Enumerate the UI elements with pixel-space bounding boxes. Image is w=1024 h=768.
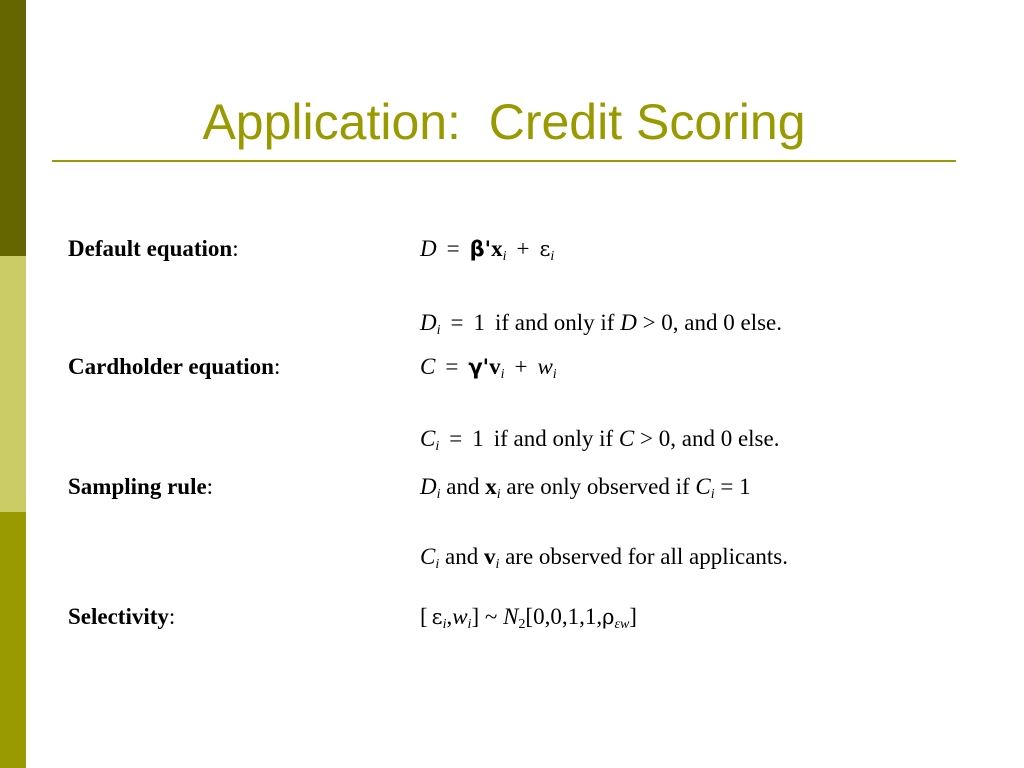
subscript-i: i	[502, 249, 507, 264]
equals-sign: =	[449, 426, 463, 451]
plus-sign: +	[516, 236, 530, 261]
selectivity-distribution	[420, 604, 637, 630]
label-text: Selectivity	[68, 604, 169, 629]
value-one: 1	[473, 310, 485, 335]
default-indicator-rule	[420, 310, 782, 336]
cardholder-indicator-rule	[420, 426, 779, 452]
rule-text-tail: > 0, and 0 else.	[642, 310, 783, 335]
subscript-i: i	[435, 557, 440, 572]
subscript-i: i	[436, 323, 441, 338]
var-d: D	[420, 310, 437, 335]
label-cardholder-equation	[68, 354, 280, 380]
sampling-rule-line-1	[420, 474, 751, 500]
rule-text-tail: > 0, and 0 else.	[640, 426, 780, 451]
slide-title: Application: Credit Scoring	[202, 94, 806, 150]
tilde: ~	[484, 604, 498, 629]
sampling-text: are observed for all applicants.	[505, 544, 789, 569]
subscript-i: i	[552, 367, 557, 382]
rho: ρ	[602, 605, 615, 629]
beta-coef: β'	[469, 237, 492, 261]
distribution-params: [0,0,1,1,	[525, 604, 603, 629]
var-d: D	[620, 310, 637, 335]
open-bracket: [	[420, 604, 428, 629]
subscript-i: i	[442, 617, 447, 632]
sampling-rule-line-2	[420, 544, 788, 570]
subscript-i: i	[436, 487, 441, 502]
vector-v: v	[483, 544, 496, 569]
label-selectivity	[68, 604, 175, 630]
and-text: and	[446, 474, 480, 499]
subscript-i: i	[500, 367, 505, 382]
equals-sign: =	[450, 310, 464, 335]
label-text: Sampling rule	[68, 474, 207, 499]
default-equation	[420, 236, 554, 262]
close-bracket: ]	[471, 604, 480, 629]
label-default-equation	[68, 236, 239, 262]
vector-x: x	[485, 474, 497, 499]
equals-one: = 1	[720, 474, 751, 499]
comma: ,	[446, 604, 453, 629]
rule-text: if and only if	[493, 426, 614, 451]
var-w: w	[452, 604, 468, 629]
epsilon: ε	[431, 605, 443, 629]
var-c: C	[420, 354, 436, 379]
label-text: Default equation	[68, 236, 233, 261]
subscript-i: i	[467, 617, 472, 632]
gamma-coef: γ'	[468, 355, 490, 379]
sampling-text: are only observed if	[506, 474, 690, 499]
label-sampling-rule	[68, 474, 213, 500]
subscript-i: i	[435, 439, 440, 454]
var-w: w	[537, 354, 553, 379]
subscript-i: i	[496, 487, 501, 502]
subscript-epsilon-w: εw	[614, 617, 630, 632]
label-text: Cardholder equation	[68, 354, 274, 379]
label-colon: :	[273, 354, 281, 379]
var-n: N	[503, 604, 519, 629]
equals-sign: =	[445, 354, 459, 379]
vector-v: v	[489, 354, 501, 379]
subscript-i: i	[710, 487, 715, 502]
rule-text: if and only if	[495, 310, 615, 335]
equals-sign: =	[446, 236, 460, 261]
epsilon: ε	[539, 237, 551, 261]
and-text: and	[444, 544, 479, 569]
cardholder-equation	[420, 354, 557, 380]
var-c: C	[420, 544, 436, 569]
var-d: D	[420, 474, 437, 499]
subscript-2: 2	[518, 617, 526, 632]
plus-sign: +	[514, 354, 528, 379]
subscript-i: i	[550, 249, 555, 264]
var-c: C	[420, 426, 436, 451]
var-c: C	[618, 426, 635, 451]
label-colon: :	[232, 236, 239, 261]
close-bracket: ]	[629, 604, 637, 629]
label-colon: :	[206, 474, 214, 499]
vector-x: x	[491, 236, 503, 261]
label-colon: :	[168, 604, 176, 629]
value-one: 1	[472, 426, 484, 451]
var-c: C	[695, 474, 711, 499]
var-d: D	[420, 236, 437, 261]
subscript-i: i	[495, 557, 500, 572]
